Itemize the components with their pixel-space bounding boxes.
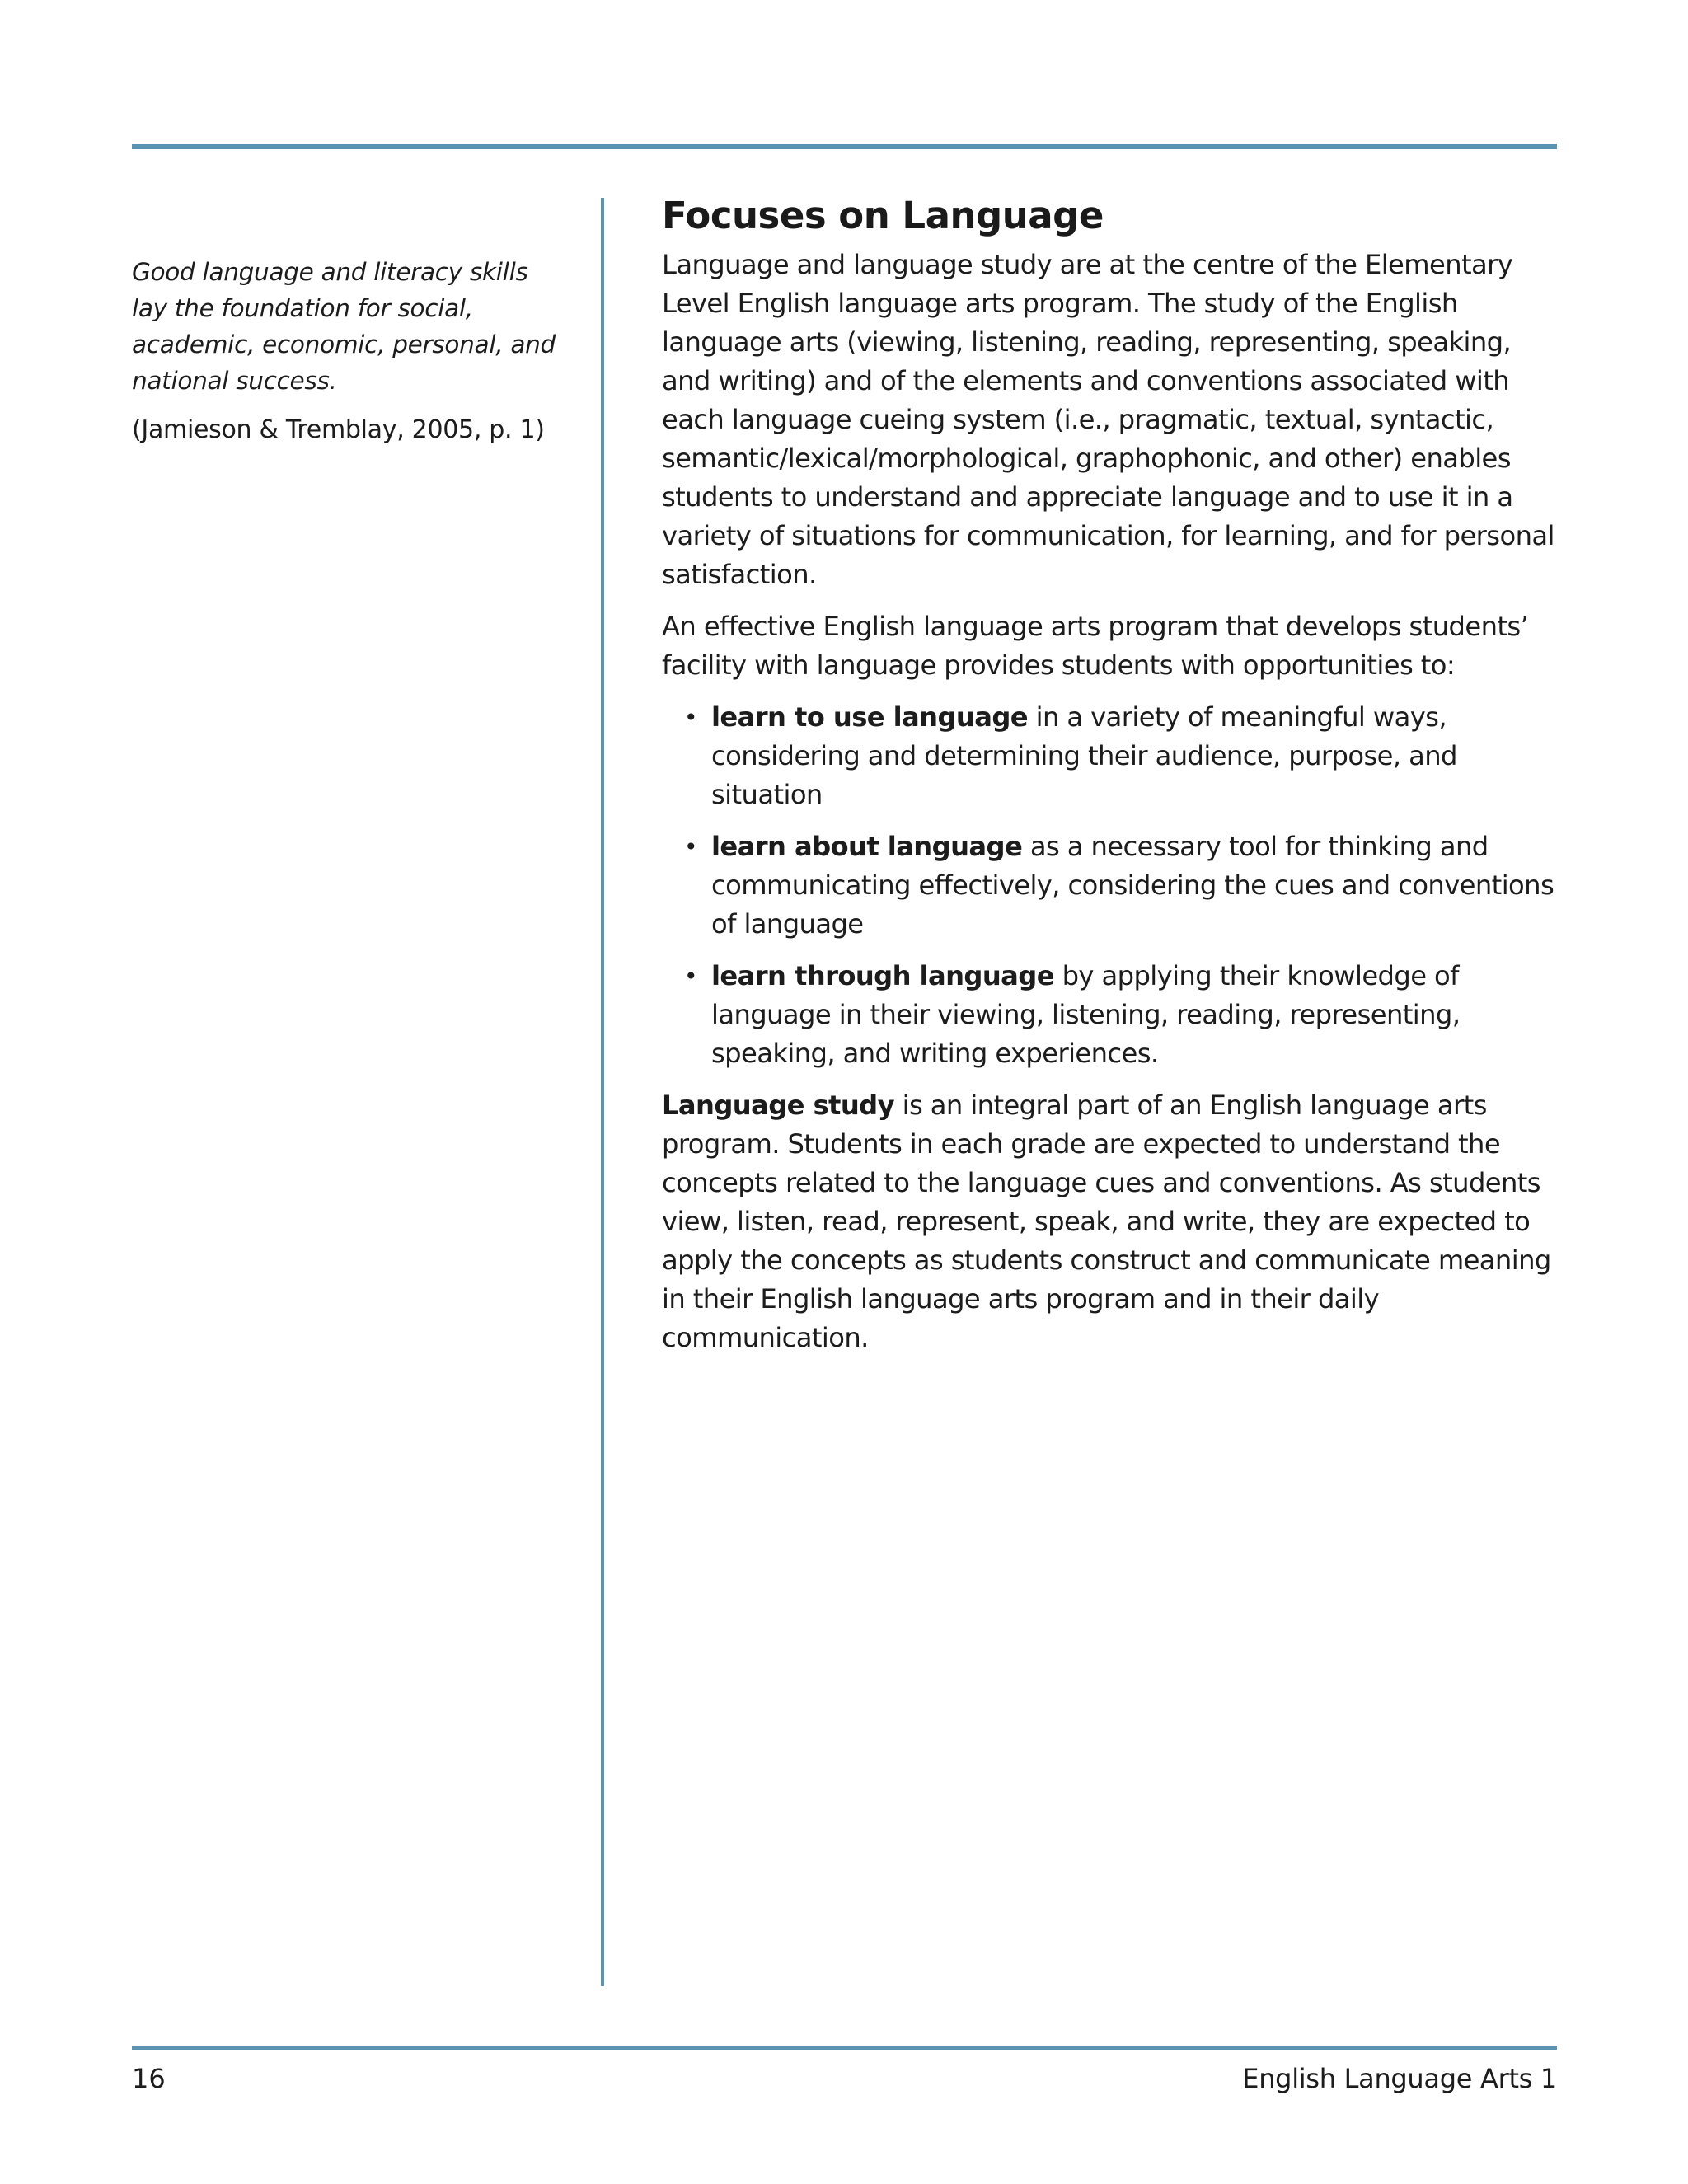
top-rule: [132, 144, 1557, 149]
section-heading: Focuses on Language: [662, 194, 1104, 237]
paragraph-opportunities: An effective English language arts program that develops students’ facility with language provides students with opportunities to:: [662, 611, 1529, 681]
sidebar-quote-box: [132, 254, 560, 448]
sidebar-citation: (Jamieson & Tremblay, 2005, p. 1): [132, 415, 545, 444]
list-item-text: by applying their knowledge of language in their viewing, listening, reading, representing, speaking, and writing experiences.: [711, 960, 1461, 1069]
language-study-term: Language study: [662, 1090, 894, 1121]
list-item-text: in a variety of meaningful ways, considering and determining their audience, purpose, and situation: [711, 701, 1457, 810]
main-content: [662, 186, 1560, 1371]
bottom-rule: [132, 2046, 1557, 2050]
page-number: 16: [132, 2063, 166, 2094]
list-item-bold: learn through language: [711, 960, 1054, 991]
list-item-bold: learn about language: [711, 831, 1023, 862]
bullet-icon: •: [684, 704, 697, 731]
column-divider: [601, 198, 604, 1986]
sidebar-quote: Good language and literacy skills lay the foundation for social, academic, economic, personal, and national success.: [132, 258, 556, 395]
list-item: [662, 827, 1560, 944]
footer-title: English Language Arts 1: [1242, 2063, 1557, 2094]
bullet-icon: •: [684, 963, 697, 990]
list-item-bold: learn to use language: [711, 701, 1029, 733]
bullet-icon: •: [684, 833, 697, 860]
list-item: [662, 698, 1560, 814]
list-item: [662, 957, 1560, 1073]
paragraph-intro: Language and language study are at the centre of the Elementary Level English language arts program. The study of the English language arts (viewing, listening, reading, representing, speaking, and writing) and of the elements and conventions associated with each language cueing system (i.e., pragmatic, textual, syntactic, semantic/lexical/morphological, graphophonic, and other) enables students to understand and appreciate language and to use it in a variety of situations for communication, for learning, and for personal satisfaction.: [662, 249, 1554, 590]
opportunities-list: [662, 698, 1560, 1073]
list-item-text: as a necessary tool for thinking and communicating effectively, considering the cues and conventions of language: [711, 831, 1554, 940]
paragraph-language-study: [662, 1086, 1560, 1357]
language-study-text: is an integral part of an English language arts program. Students in each grade are expected to understand the concepts related to the language cues and conventions. As students view, listen, read, represent, speak, and write, they are expected to apply the concepts as students construct and communicate meaning in their English language arts program and in their daily communication.: [662, 1090, 1551, 1353]
